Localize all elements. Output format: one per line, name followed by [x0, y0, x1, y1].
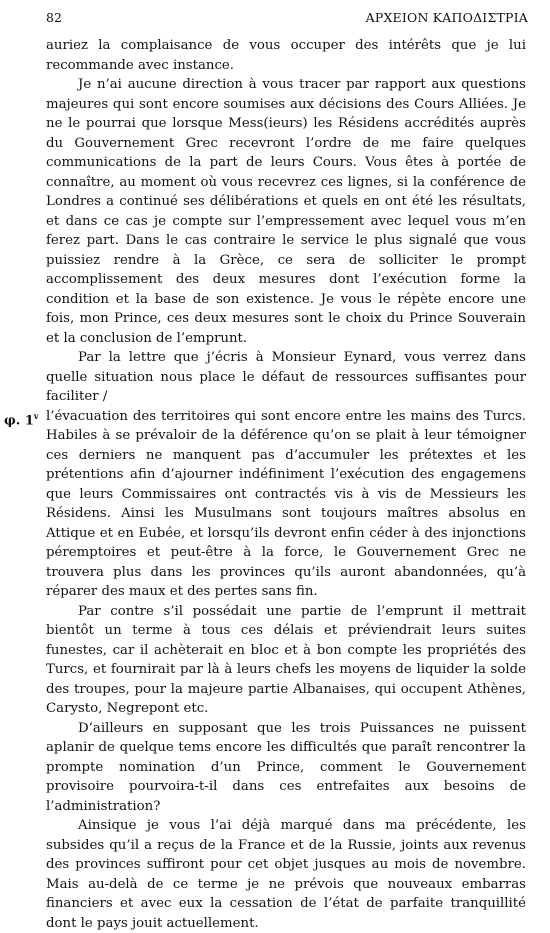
paragraph-6: Ainsique je vous l’ai déjà marqué dans ma précédente, les subsides qu’il a reçus de la France et de la Russie, joints aux revenus des provinces suffiront pour cet objet jusques au mois de novembre. Mais au-delà de ce terme je ne prévois que nouveaux embarras financiers et avec eux la cessation de l’état de parfaite tranquillité dont le pays jouit actuellement.	[46, 818, 526, 931]
page-number: 82	[46, 10, 62, 25]
folio-marker	[4, 407, 39, 431]
paragraph-3-continued: l’évacuation des territoires qui sont encore entre les mains des Turcs. Habiles à se prévaloir de la déférence qu’on se plait à leur témoigner ces derniers ne manquent pas d’accumuler les prétextes et les prétentions afin d’ajourner indéfiniment l’exécution des engagemens que leurs Commissaires ont contractés vis à vis de Messieurs les Résidens. Ainsi les Musulmans sont toujours maîtres absolus en Attique et en Eubée, et lorsqu’ils devront enfin céder à des injonctions péremptoires et peut-être à la force, le Gouvernement Grec ne trouvera plus dans les provinces qu’ils auront abandonnées, qu’à réparer des maux et des pertes sans fin.	[46, 408, 526, 599]
paragraph-4: Par contre s’il possédait une partie de l’emprunt il mettrait bientôt un terme à tous ces délais et préviendrait leurs suites funestes, car il achèterait en bloc et à bon compte les propriétés des Turcs, et fournirait par là à leurs chefs les moyens de liquider la solde des troupes, pour la majeure partie Albanaises, qui occupent Athènes, Carysto, Negrepont etc.	[46, 603, 526, 716]
folio-block	[4, 407, 526, 602]
paragraph-2: Je n’ai aucune direction à vous tracer par rapport aux questions majeures qui sont encore soumises aux décisions des Cours Alliées. Je ne le pourrai que lorsque Mess(ieurs) les Résidens accrédités auprès du Gouvernement Grec recevront l’ordre de me faire quelques communications de la part de leurs Cours. Vous êtes à portée de connaître, au moment où vous recevrez ces lignes, si la conférence de Londres a continué ses délibérations et quels en ont été les résultats, et dans ce cas je compte sur l’empressement avec lequel vous m’en ferez part. Dans le cas contraire le service le plus signalé que vous puissiez rendre à la Grèce, ce sera de solliciter le prompt accomplissement des deux mesures dont l’exécution forme la condition et la base de son existence. Je vous le répète encore une fois, mon Prince, ces deux mesures sont le choix du Prince Souverain et la conclusion de l’emprunt.	[46, 77, 526, 346]
paragraph-1: auriez la complaisance de vous occuper des intérêts que je lui recommande avec instance.	[46, 38, 526, 73]
folio-superscript: v	[33, 410, 39, 421]
running-title: ΑΡΧΕΙΟΝ ΚΑΠΟΔΙΣΤΡΙΑ	[365, 10, 528, 25]
paragraph-3: Par la lettre que j’écris à Monsieur Eynard, vous verrez dans quelle situation nous place le défaut de ressources suffisantes pour faciliter /	[46, 350, 526, 404]
page-header	[46, 10, 528, 30]
paragraph-5: D’ailleurs en supposant que les trois Puissances ne puissent aplanir de quelque tems encore les difficultés que paraît rencontrer la prompte nomination d’un Prince, comment le Gouvernement provisoire pourvoira-t-il dans ces entrefaites aux besoins de l’administration?	[46, 720, 526, 814]
folio-text: φ. 1	[4, 412, 34, 428]
document-body	[4, 36, 526, 933]
